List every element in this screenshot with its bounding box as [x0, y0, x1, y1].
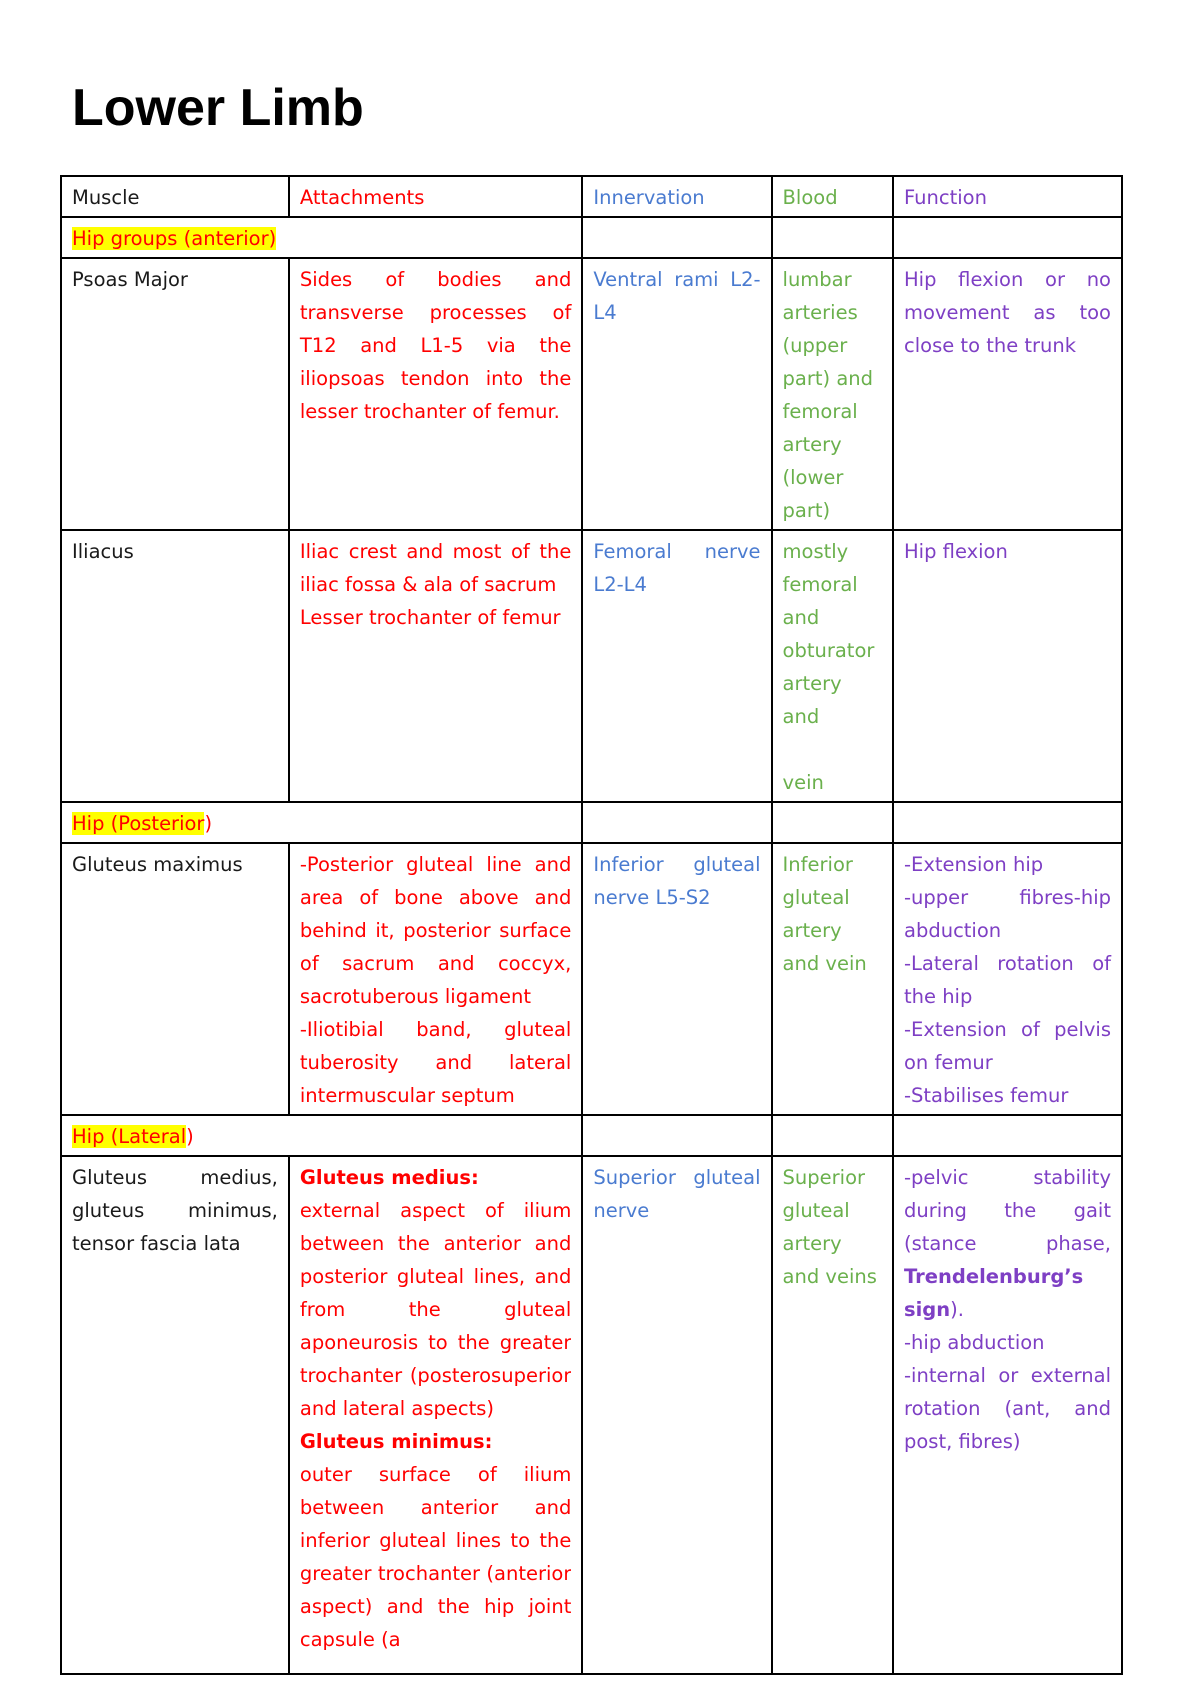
- function-text: -pelvic stability during the gait (stance phase,: [904, 1166, 1111, 1255]
- group-label-anterior: Hip groups (anterior): [72, 227, 277, 250]
- trendelenburg-sign: Trendelenburg’s sign: [904, 1265, 1084, 1321]
- empty-cell: [582, 1115, 771, 1156]
- group-label-cell: [61, 802, 582, 843]
- function-cell: Hip flexion: [893, 530, 1122, 802]
- muscle-name: Iliacus: [61, 530, 289, 802]
- function-item: -upper fibres-hip abduction: [904, 886, 1111, 942]
- group-label-posterior: Hip (Posterior: [72, 812, 205, 835]
- empty-cell: [582, 802, 771, 843]
- table-row: [61, 843, 1122, 1115]
- group-row-anterior: [61, 217, 1122, 258]
- group-label-cell: [61, 1115, 582, 1156]
- attachments-cell: [289, 1156, 582, 1674]
- muscle-name: Psoas Major: [61, 258, 289, 530]
- group-row-posterior: [61, 802, 1122, 843]
- muscle-name: Gluteus maximus: [61, 843, 289, 1115]
- function-item: -Extension hip: [904, 853, 1044, 876]
- function-cell: [893, 843, 1122, 1115]
- attachments-origin: Iliac crest and most of the iliac fossa & ala of sacrum: [299, 540, 572, 596]
- group-row-lateral: [61, 1115, 1122, 1156]
- function-text-end: ).: [950, 1298, 964, 1321]
- muscle-table: [60, 175, 1123, 1675]
- empty-cell: [772, 217, 893, 258]
- attachments-medius-label: Gluteus medius:: [299, 1166, 479, 1189]
- empty-cell: [772, 1115, 893, 1156]
- function-cell: [893, 1156, 1122, 1674]
- attachments-insertion: Lesser trochanter of femur: [299, 606, 561, 629]
- group-label-posterior-end: ): [204, 812, 213, 835]
- blood-text-vein: vein: [782, 771, 824, 794]
- innervation-cell: Superior gluteal nerve: [582, 1156, 771, 1674]
- innervation-cell: Ventral rami L2-L4: [582, 258, 771, 530]
- attachments-insertion: -Iliotibial band, gluteal tuberosity and lateral intermuscular septum: [299, 1018, 572, 1107]
- header-function: Function: [893, 176, 1122, 217]
- function-item: -internal or external rotation (ant, and post, fibres): [904, 1364, 1111, 1453]
- empty-cell: [893, 217, 1122, 258]
- group-label-lateral: Hip (Lateral: [72, 1125, 187, 1148]
- table-header-row: [61, 176, 1122, 217]
- header-innervation: Innervation: [582, 176, 771, 217]
- blood-cell: Superior gluteal artery and veins: [772, 1156, 893, 1674]
- function-item: [904, 1161, 1111, 1326]
- attachments-origin: -Posterior gluteal line and area of bone above and behind it, posterior surface of sacrum and coccyx, sacrotuberous ligament: [299, 853, 572, 1008]
- page-title: Lower Limb: [72, 79, 364, 137]
- attachments-minimus-text: outer surface of ilium between anterior and inferior gluteal lines to the greater trochanter (anterior aspect) and the hip joint capsule (a: [299, 1463, 572, 1651]
- function-item: -Lateral rotation of the hip: [904, 952, 1111, 1008]
- attachments-cell: [289, 530, 582, 802]
- function-item: -Extension of pelvis on femur: [904, 1018, 1111, 1074]
- attachments-cell: [289, 843, 582, 1115]
- blood-cell: [772, 530, 893, 802]
- table-row: [61, 530, 1122, 802]
- header-attachments: Attachments: [289, 176, 582, 217]
- group-label-cell: [61, 217, 582, 258]
- function-cell: Hip flexion or no movement as too close to the trunk: [893, 258, 1122, 530]
- empty-cell: [582, 217, 771, 258]
- header-blood: Blood: [772, 176, 893, 217]
- table-row: [61, 258, 1122, 530]
- muscle-name: Gluteus medius, gluteus minimus, tensor fascia lata: [61, 1156, 289, 1674]
- attachments-clip: [300, 1161, 571, 1653]
- function-item: -Stabilises femur: [904, 1084, 1069, 1107]
- blood-cell: lumbar arteries (upper part) and femoral artery (lower part): [772, 258, 893, 530]
- function-item: -hip abduction: [904, 1331, 1045, 1354]
- empty-cell: [893, 1115, 1122, 1156]
- blood-text: mostly femoral and obturator artery and: [782, 540, 875, 728]
- empty-cell: [772, 802, 893, 843]
- attachments-minimus-label: Gluteus minimus:: [299, 1430, 493, 1453]
- empty-cell: [893, 802, 1122, 843]
- innervation-cell: Femoral nerve L2-L4: [582, 530, 771, 802]
- blood-cell: Inferior gluteal artery and vein: [772, 843, 893, 1115]
- table-row: [61, 1156, 1122, 1674]
- attachments-medius-text: external aspect of ilium between the anterior and posterior gluteal lines, and from the gluteal aponeurosis to the greater trochanter (posterosuperior and lateral aspects): [299, 1199, 572, 1420]
- attachments-cell: Sides of bodies and transverse processes of T12 and L1-5 via the iliopsoas tendon into the lesser trochanter of femur.: [289, 258, 582, 530]
- innervation-cell: Inferior gluteal nerve L5-S2: [582, 843, 771, 1115]
- header-muscle: Muscle: [61, 176, 289, 217]
- group-label-lateral-end: ): [186, 1125, 194, 1148]
